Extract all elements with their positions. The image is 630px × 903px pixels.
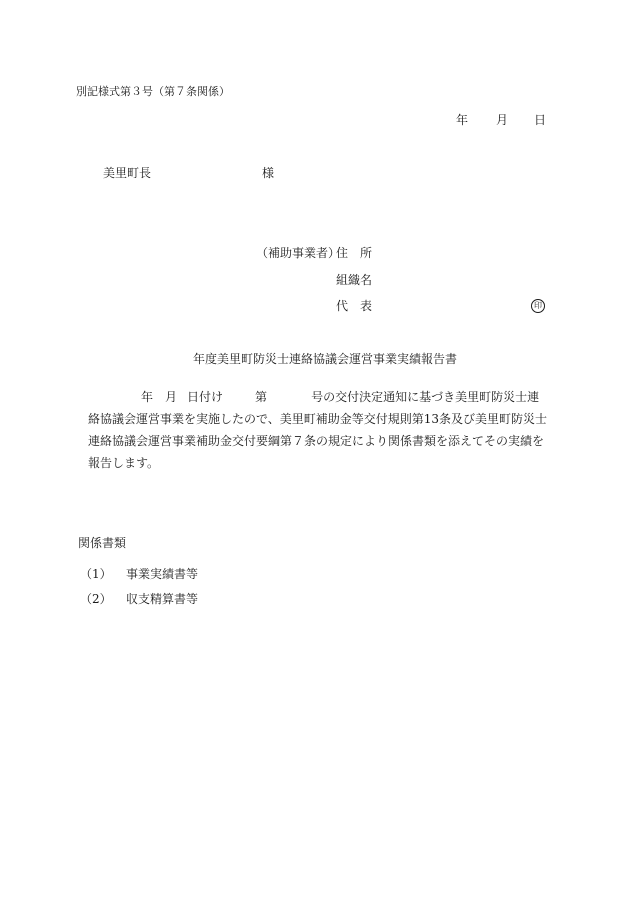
representative-label: 代 表 [336, 299, 373, 313]
attachment-2-label: 収支精算書等 [126, 592, 199, 606]
body-number-prefix: 第 [255, 390, 268, 404]
body-day-dated: 日付け [187, 390, 224, 404]
body-line-4: 報告します。 [88, 456, 160, 470]
attachments-heading: 関係書類 [78, 536, 127, 550]
attachment-1-label: 事業実績書等 [126, 567, 199, 581]
body-line-1-rest: 号の交付決定通知に基づき美里町防災士連 [311, 390, 540, 404]
body-paragraph [88, 386, 558, 474]
form-number: 別記様式第３号（第７条関係） [76, 85, 230, 98]
date-month-label: 月 [496, 113, 509, 127]
attachment-1-number: （1） [80, 567, 112, 581]
body-line-2: 絡協議会運営事業を実施したので、美里町補助金等交付規則第13条及び美里町防災士 [88, 412, 548, 426]
attachment-2-number: （2） [80, 592, 112, 606]
applicant-role-label: （補助事業者） [256, 246, 341, 260]
organization-label: 組織名 [336, 273, 373, 287]
body-year: 年 [141, 390, 154, 404]
document-title: 年度美里町防災士連絡協議会運営事業実績報告書 [193, 352, 458, 366]
date-year-label: 年 [456, 113, 469, 127]
addressee-honorific: 様 [262, 166, 275, 180]
addressee-name: 美里町長 [103, 166, 152, 180]
body-line-3: 連絡協議会運営事業補助金交付要綱第７条の規定により関係書類を添えてその実績を [88, 434, 545, 448]
seal-icon: 印 [531, 297, 545, 313]
body-line-1 [88, 386, 558, 408]
date-day-label: 日 [534, 113, 547, 127]
address-label: 住 所 [336, 246, 373, 260]
body-month: 月 [165, 390, 178, 404]
